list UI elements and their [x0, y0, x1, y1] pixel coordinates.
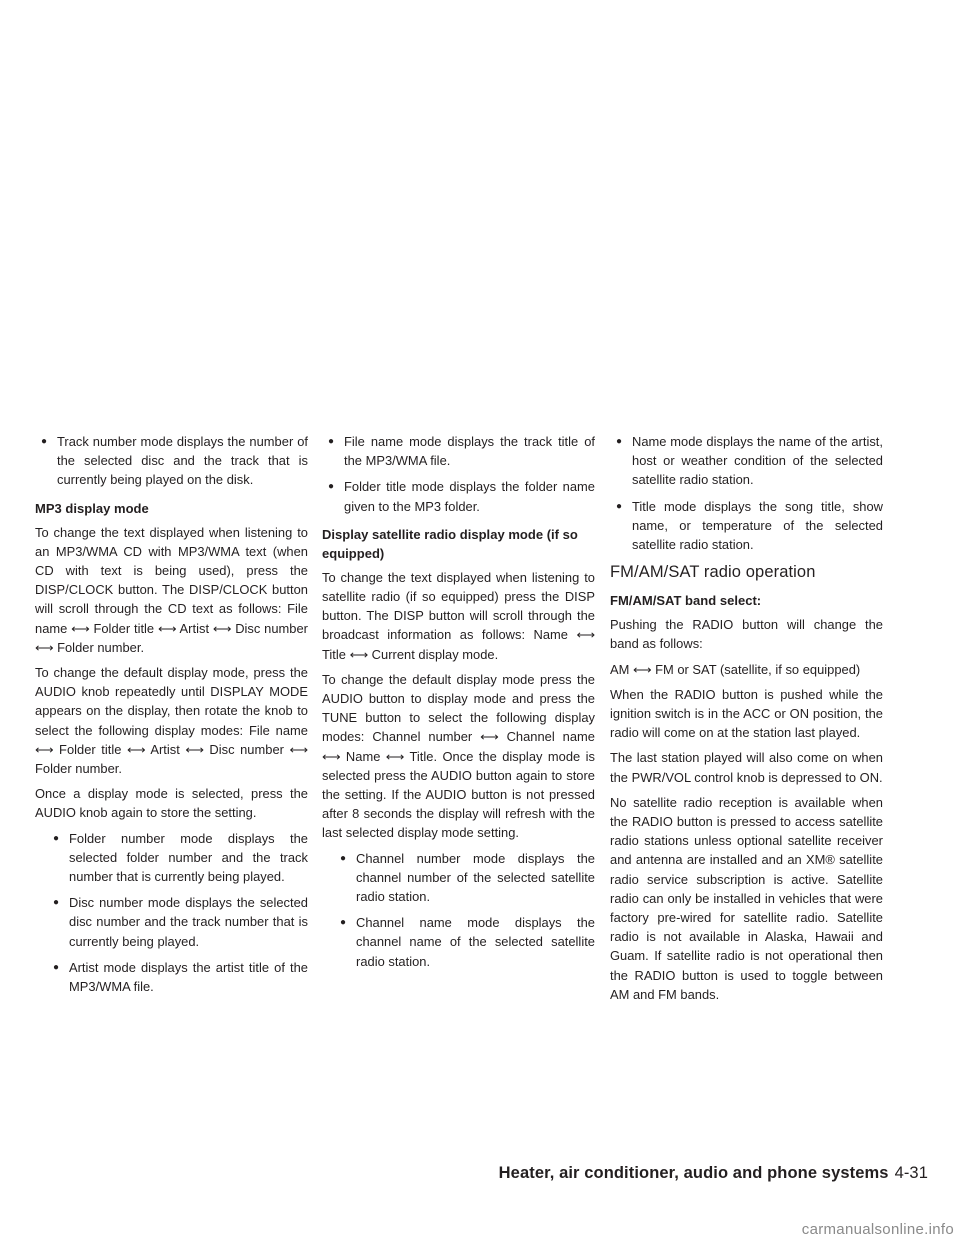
column-3: [610, 432, 883, 1010]
column-2: [322, 432, 595, 978]
heading-radio-operation: FM/AM/SAT radio operation: [610, 563, 816, 582]
column-1: [35, 432, 308, 1003]
paragraph-satellite-availability: No satellite radio reception is available when the RADIO button is pressed to access satellite radio stations unless optional satellite receiver and antenna are installed and an XM® satellite radio service subscription is active. Satellite radio can only be installed in vehicles that were factory pre-wired for satellite radio. Satellite radio is not available in Alaska, Hawaii and Guam. If satellite radio is not operational then the RADIO button is used to toggle between AM and FM bands.: [610, 794, 883, 1002]
page-footer: [499, 1164, 928, 1183]
paragraph-band-sequence: AM ⟷ FM or SAT (satellite, if so equipped): [610, 661, 861, 677]
paragraph-band-change: Pushing the RADIO button will change the band as follows:: [610, 617, 883, 652]
paragraph-mp3-default-mode: To change the default display mode, press the AUDIO knob repeatedly until DISPLAY MODE appears on the display, then rotate the knob to select the following display modes: File name ⟷ Folder title ⟷ Artist ⟷ Disc number ⟷ Folder number.: [35, 665, 308, 777]
bullet-disc-number-mode: ● Disc number mode displays the selected disc number and the track number that is currently being played.: [47, 893, 308, 951]
bullet-channel-number-mode: ● Channel number mode displays the channel number of the selected satellite radio station.: [334, 849, 595, 907]
page-number: 4-31: [894, 1164, 928, 1182]
paragraph-mp3-disp-clock: To change the text displayed when listening to an MP3/WMA CD with MP3/WMA text (when CD with text is being used), press the DISP/CLOCK button. The DISP/CLOCK button will scroll through the CD text as follows: File name ⟷ Folder title ⟷ Artist ⟷ Disc number ⟷ Folder number.: [35, 524, 308, 655]
bullet-title-mode: ● Title mode displays the song title, show name, or temperature of the selected satellite radio station.: [610, 497, 883, 555]
bullet-file-name-mode: ● File name mode displays the track title of the MP3/WMA file.: [322, 432, 595, 470]
paragraph-radio-ignition: When the RADIO button is pushed while the ignition switch is in the ACC or ON position, the radio will come on at the station last played.: [610, 686, 883, 741]
watermark: carmanualsonline.info: [801, 1221, 954, 1238]
paragraph-last-station: The last station played will also come on when the PWR/VOL control knob is depressed to ON.: [610, 750, 883, 785]
bullet-artist-mode: ● Artist mode displays the artist title of the MP3/WMA file.: [47, 958, 308, 996]
bullet-name-mode: ● Name mode displays the name of the artist, host or weather condition of the selected satellite radio station.: [610, 432, 883, 490]
footer-section-title: Heater, air conditioner, audio and phone systems: [498, 1164, 889, 1182]
bullet-folder-title-mode: ● Folder title mode displays the folder name given to the MP3 folder.: [322, 477, 595, 515]
paragraph-sat-disp: To change the text displayed when listening to satellite radio (if so equipped) press the DISP button. The DISP button will scroll through the broadcast information as follows: Name ⟷ Title ⟷ Current display mode.: [322, 569, 595, 662]
bullet-track-number-mode: ● Track number mode displays the number of the selected disc and the track that is currently being played on the disk.: [35, 432, 308, 490]
bullet-channel-name-mode: ● Channel name mode displays the channel name of the selected satellite radio station.: [334, 913, 595, 971]
heading-satellite-display-mode: Display satellite radio display mode (if so equipped): [322, 526, 578, 561]
heading-mp3-display-mode: MP3 display mode: [35, 500, 149, 516]
paragraph-sat-default-mode: To change the default display mode press the AUDIO button to display mode and press the TUNE button to select the following display modes: Channel number ⟷ Channel name ⟷ Name ⟷ Title. Once the display mode is selected press the AUDIO button again to store the setting. If the AUDIO button is not pressed after 8 seconds the display will refresh with the last selected display mode setting.: [322, 671, 595, 841]
bullet-folder-number-mode: ● Folder number mode displays the selected folder number and the track number that is currently being played.: [47, 829, 308, 887]
heading-band-select: FM/AM/SAT band select:: [610, 593, 762, 609]
paragraph-mp3-store-setting: Once a display mode is selected, press the AUDIO knob again to store the setting.: [35, 786, 308, 821]
